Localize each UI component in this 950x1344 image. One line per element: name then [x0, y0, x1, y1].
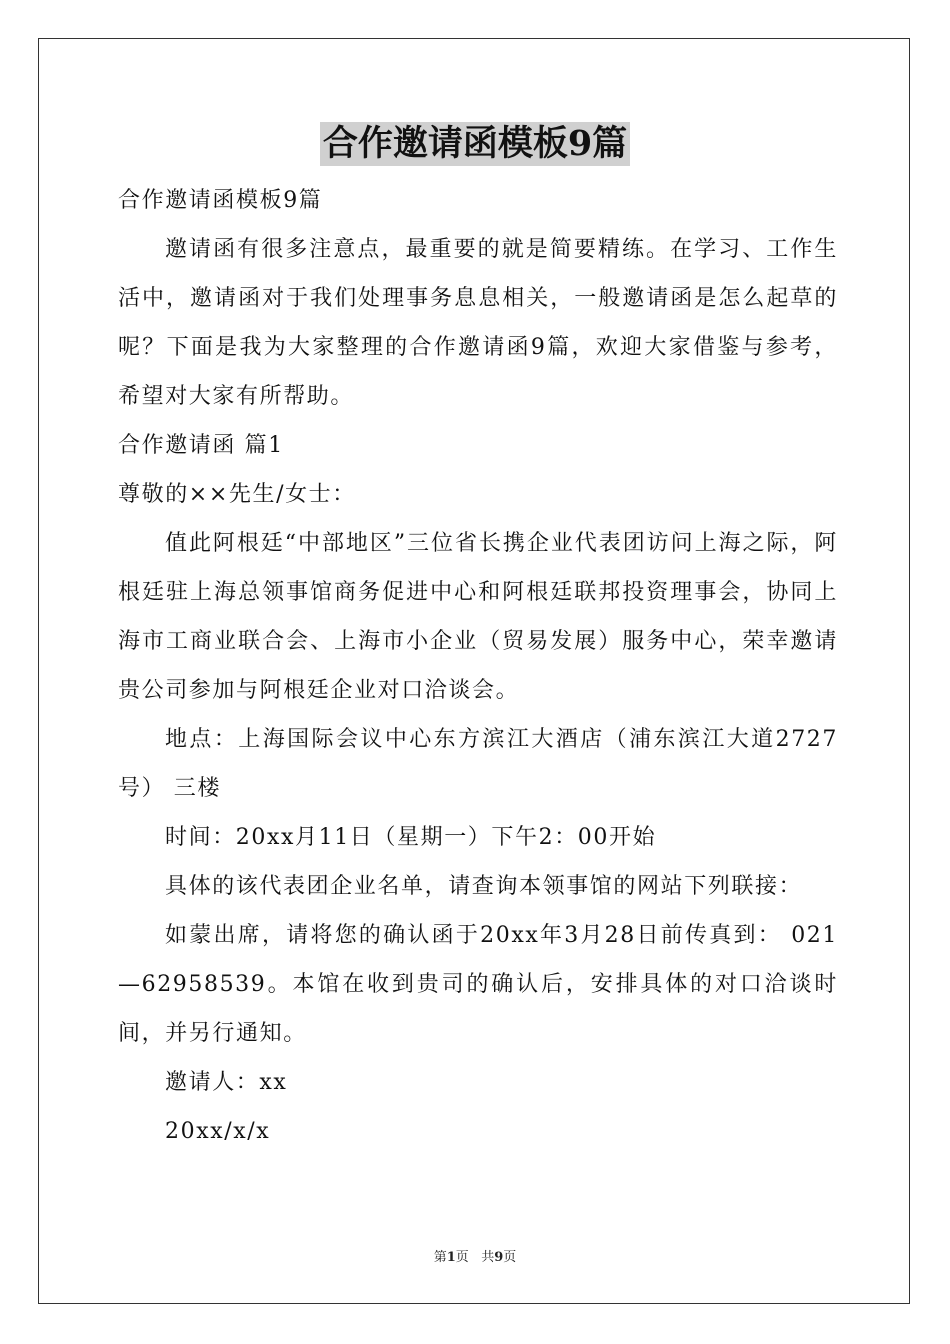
document-body [118, 176, 838, 1156]
section-heading: 合作邀请函 篇1 [118, 433, 284, 458]
inviter-line: 邀请人：xx [165, 1070, 288, 1095]
footer-page-suffix: 页 [455, 1250, 469, 1265]
company-list-paragraph: 具体的该代表团企业名单，请查询本领事馆的网站下列联接： [165, 874, 803, 899]
footer-total-suffix: 页 [503, 1250, 517, 1265]
intro-paragraph: 邀请函有很多注意点，最重要的就是简要精练。在学习、工作生活中，邀请函对于我们处理事务息息相关，一般邀请函是怎么起草的呢？下面是我为大家整理的合作邀请函9篇，欢迎大家借鉴与参考，希望对大家有所帮助。 [118, 237, 838, 409]
title-wrap [0, 122, 950, 166]
subtitle-line: 合作邀请函模板9篇 [118, 188, 323, 213]
document-title: 合作邀请函模板9篇 [320, 122, 630, 166]
footer-total-pages: 9 [494, 1250, 504, 1265]
time-paragraph: 时间：20xx月11日（星期一）下午2：00开始 [165, 825, 657, 850]
location-paragraph: 地点：上海国际会议中心东方滨江大酒店（浦东滨江大道2727号） 三楼 [118, 727, 838, 801]
salutation: 尊敬的××先生/女士： [118, 482, 356, 507]
invitation-paragraph: 值此阿根廷“中部地区”三位省长携企业代表团访问上海之际，阿根廷驻上海总领事馆商务促进中心和阿根廷联邦投资理事会，协同上海市工商业联合会、上海市小企业（贸易发展）服务中心，荣幸邀请贵公司参加与阿根廷企业对口洽谈会。 [118, 531, 838, 703]
footer-total-prefix: 共 [481, 1250, 495, 1265]
date-line: 20xx/x/x [165, 1119, 271, 1144]
footer-page-prefix: 第 [433, 1250, 447, 1265]
footer-page-number: 1 [446, 1250, 456, 1265]
page-footer [0, 1246, 950, 1265]
rsvp-paragraph: 如蒙出席，请将您的确认函于20xx年3月28日前传真到： 021—62958539。本馆在收到贵司的确认后，安排具体的对口洽谈时间，并另行通知。 [118, 923, 838, 1046]
